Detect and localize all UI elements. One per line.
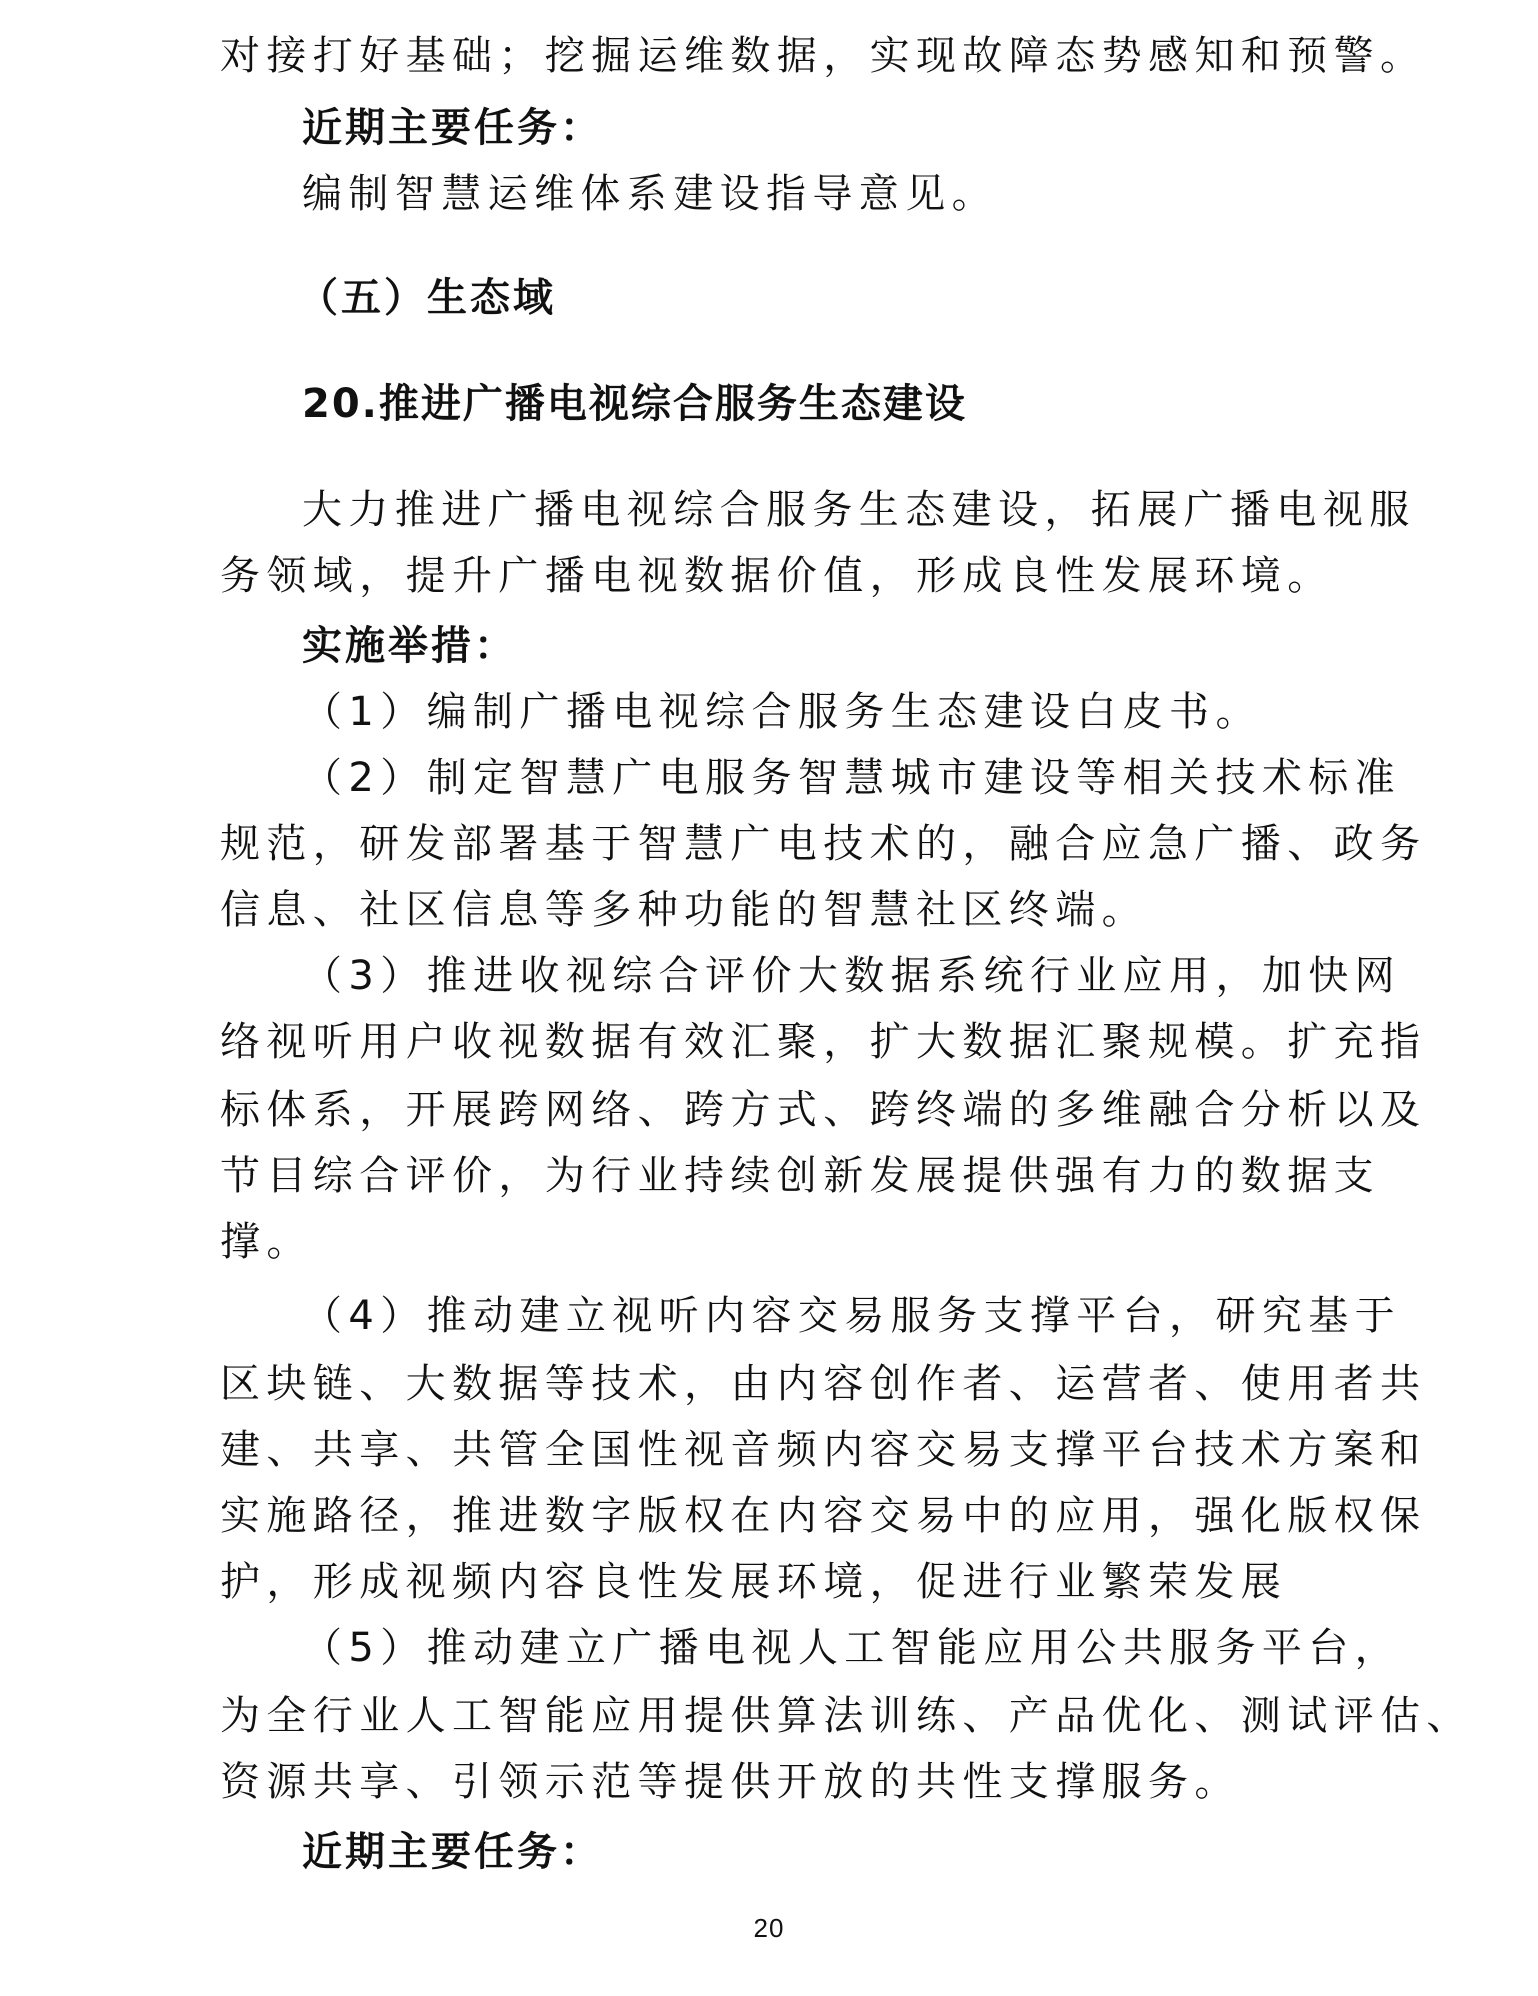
text-line: 信息、社区信息等多种功能的智慧社区终端。 <box>220 887 1148 933</box>
text-line: 撑。 <box>220 1219 313 1265</box>
text-line: 络视听用户收视数据有效汇聚，扩大数据汇聚规模。扩充指 <box>220 1019 1427 1065</box>
text-line: 资源共享、引领示范等提供开放的共性支撑服务。 <box>220 1759 1241 1805</box>
text-line: 标体系，开展跨网络、跨方式、跨终端的多维融合分析以及 <box>220 1087 1427 1133</box>
measure-1: （1）编制广播电视综合服务生态建设白皮书。 <box>302 689 1262 735</box>
measure-2: （2）制定智慧广电服务智慧城市建设等相关技术标准 <box>302 755 1402 801</box>
text-line: 编制智慧运维体系建设指导意见。 <box>302 171 998 217</box>
subheading-recent-tasks-2: 近期主要任务： <box>302 1829 603 1875</box>
text-line: 建、共享、共管全国性视音频内容交易支撑平台技术方案和 <box>220 1427 1427 1473</box>
text-line: 务领域，提升广播电视数据价值，形成良性发展环境。 <box>220 553 1334 599</box>
item-title-20: 20.推进广播电视综合服务生态建设 <box>302 381 967 427</box>
text-line: 对接打好基础；挖掘运维数据，实现故障态势感知和预警。 <box>220 33 1427 79</box>
text-line: 规范，研发部署基于智慧广电技术的，融合应急广播、政务 <box>220 821 1427 867</box>
page-number: 20 <box>753 1913 785 1943</box>
text-line: 为全行业人工智能应用提供算法训练、产品优化、测试评估、 <box>220 1693 1473 1739</box>
measure-5: （5）推动建立广播电视人工智能应用公共服务平台， <box>302 1625 1402 1671</box>
text-line: 区块链、大数据等技术，由内容创作者、运营者、使用者共 <box>220 1361 1427 1407</box>
measure-3: （3）推进收视综合评价大数据系统行业应用，加快网 <box>302 953 1402 999</box>
text-line: 护，形成视频内容良性发展环境，促进行业繁荣发展 <box>220 1559 1288 1605</box>
text-line: 实施路径，推进数字版权在内容交易中的应用，强化版权保 <box>220 1493 1427 1539</box>
subheading-recent-tasks: 近期主要任务： <box>302 105 603 151</box>
text-line: 大力推进广播电视综合服务生态建设，拓展广播电视服 <box>302 487 1416 533</box>
section-heading-ecosystem: （五）生态域 <box>298 275 556 321</box>
measure-4: （4）推动建立视听内容交易服务支撑平台，研究基于 <box>302 1293 1402 1339</box>
subheading-measures: 实施举措： <box>302 623 517 669</box>
text-line: 节目综合评价，为行业持续创新发展提供强有力的数据支 <box>220 1153 1380 1199</box>
